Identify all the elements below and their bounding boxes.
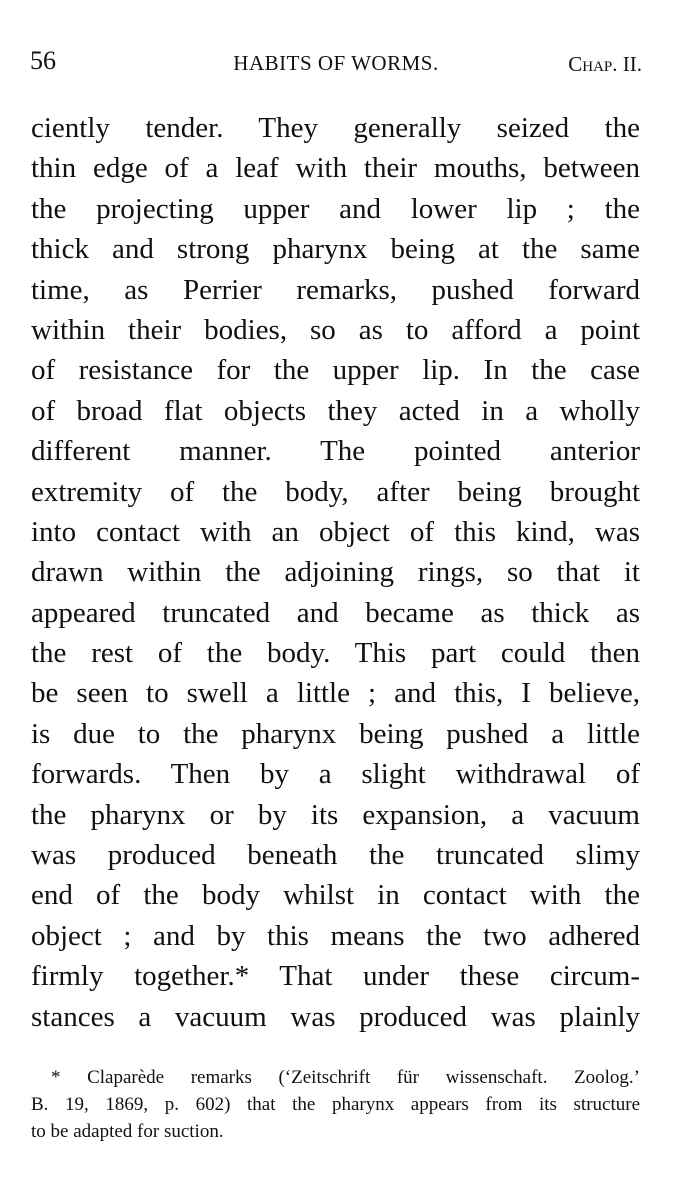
text-line: firmly together.* That under these circum- — [31, 960, 640, 993]
chapter-label: Chap. II. — [568, 52, 642, 76]
text-line: thin edge of a leaf with their mouths, between — [31, 152, 640, 185]
text-line: is due to the pharynx being pushed a little — [31, 717, 640, 750]
footnote-line: B. 19, 1869, p. 602) that the pharynx appears from its structure — [31, 1094, 640, 1115]
text-line: object ; and by this means the two adhered — [31, 919, 640, 952]
text-line: was produced beneath the truncated slimy — [31, 839, 640, 872]
text-line: the pharynx or by its expansion, a vacuum — [31, 798, 640, 831]
text-line: stances a vacuum was produced was plainly — [31, 1000, 640, 1033]
body-text — [31, 108, 640, 1037]
text-line: the rest of the body. This part could then — [31, 637, 640, 670]
text-line: thick and strong pharynx being at the same — [31, 233, 640, 266]
text-line: of resistance for the upper lip. In the case — [31, 354, 640, 387]
text-line: time, as Perrier remarks, pushed forward — [31, 273, 640, 306]
text-line: the projecting upper and lower lip ; the — [31, 192, 640, 225]
footnote-line: * Claparède remarks (‘Zeitschrift für wissenschaft. Zoolog.’ — [51, 1067, 640, 1088]
text-line: drawn within the adjoining rings, so that it — [31, 556, 640, 589]
text-line: of broad flat objects they acted in a wholly — [31, 394, 640, 427]
text-line: extremity of the body, after being brought — [31, 475, 640, 508]
text-line: forwards. Then by a slight withdrawal of — [31, 758, 640, 791]
text-line: into contact with an object of this kind, was — [31, 515, 640, 548]
text-line: within their bodies, so as to afford a point — [31, 313, 640, 346]
running-title: HABITS OF WORMS. — [233, 51, 439, 75]
text-line: be seen to swell a little ; and this, I believe, — [31, 677, 640, 710]
running-header — [30, 44, 642, 78]
footnote — [31, 1064, 640, 1145]
text-line: end of the body whilst in contact with the — [31, 879, 640, 912]
footnote-line: to be adapted for suction. — [31, 1121, 224, 1142]
text-line: different manner. The pointed anterior — [31, 435, 640, 468]
text-line: appeared truncated and became as thick as — [31, 596, 640, 629]
page-number: 56 — [30, 46, 56, 75]
text-line: ciently tender. They generally seized the — [31, 112, 640, 144]
